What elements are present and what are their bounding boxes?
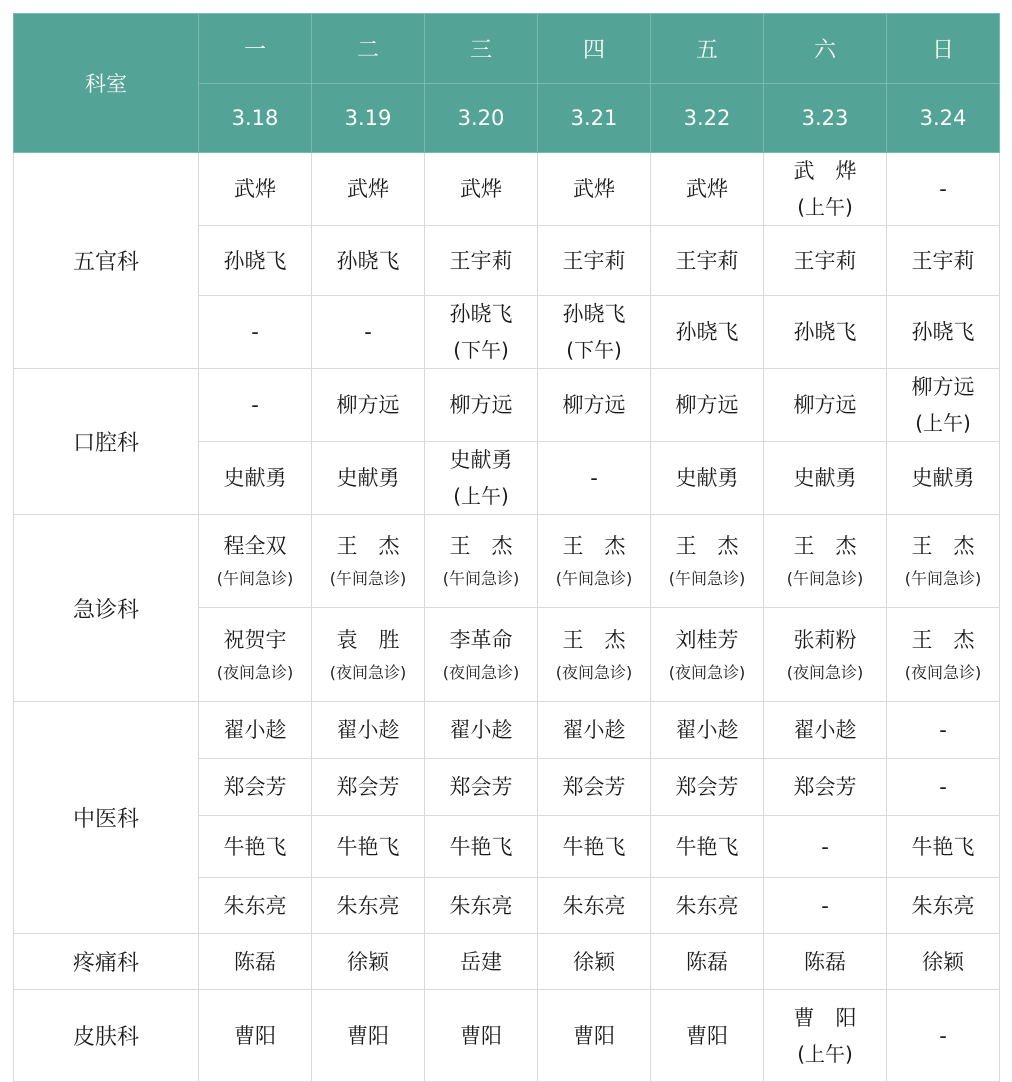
shift-cell — [651, 226, 764, 296]
shift-type-note: (午间急诊) — [216, 569, 294, 588]
shift-cell — [764, 990, 887, 1082]
date-header: 3.24 — [887, 84, 1000, 153]
shift-cell — [764, 759, 887, 816]
doctor-name: 郑会芳 — [675, 775, 739, 799]
doctor-name: 史献勇 — [223, 466, 287, 490]
doctor-name: 孙晓飞 — [336, 248, 400, 273]
shift-type-note: (午间急诊) — [442, 569, 520, 588]
shift-cell — [887, 608, 1000, 702]
shift-cell — [425, 816, 538, 878]
shift-cell — [651, 759, 764, 816]
doctor-name: 武 烨 — [793, 159, 857, 183]
doctor-name: 程全双 — [223, 534, 287, 558]
doctor-name: 孙晓飞 — [449, 302, 513, 326]
shift-cell — [425, 226, 538, 296]
doctor-name: - — [251, 393, 259, 417]
doctor-name: 陈磊 — [234, 949, 276, 974]
shift-cell — [199, 759, 312, 816]
shift-cell — [887, 702, 1000, 759]
shift-cell — [425, 934, 538, 990]
doctor-name: 武烨 — [234, 177, 276, 201]
doctor-name: 武烨 — [573, 177, 615, 201]
date-header: 3.21 — [538, 84, 651, 153]
department-name: 急诊科 — [14, 515, 199, 702]
shift-cell — [651, 816, 764, 878]
roster-row — [14, 934, 1000, 990]
doctor-name: 柳方远 — [449, 393, 513, 417]
doctor-name: 陈磊 — [686, 949, 728, 974]
doctor-name: 翟小趁 — [223, 718, 287, 742]
department-name: 皮肤科 — [14, 990, 199, 1082]
shift-cell — [425, 153, 538, 226]
shift-period: (上午) — [797, 1041, 853, 1066]
shift-cell — [764, 226, 887, 296]
shift-type-note: (午间急诊) — [668, 569, 746, 588]
doctor-name: 曹阳 — [573, 1023, 615, 1048]
shift-period: (上午) — [915, 411, 971, 435]
doctor-name: 孙晓飞 — [911, 320, 975, 344]
shift-cell — [312, 296, 425, 369]
doctor-name: 翟小趁 — [336, 718, 400, 742]
shift-cell — [538, 878, 651, 934]
doctor-name: - — [821, 893, 829, 918]
shift-cell — [538, 296, 651, 369]
doctor-name: 曹阳 — [234, 1023, 276, 1048]
doctor-name: 王 杰 — [911, 627, 975, 652]
shift-type-note: (午间急诊) — [329, 569, 407, 588]
shift-cell — [651, 442, 764, 515]
doctor-name: 张莉粉 — [793, 627, 857, 652]
doctor-name: 柳方远 — [336, 393, 400, 417]
doctor-name: - — [939, 775, 947, 799]
date-header: 3.18 — [199, 84, 312, 153]
doctor-name: 王 杰 — [336, 534, 400, 558]
doctor-name: 王 杰 — [562, 627, 626, 652]
doctor-name: 祝贺宇 — [223, 627, 287, 652]
shift-cell — [651, 369, 764, 442]
shift-cell — [764, 296, 887, 369]
shift-cell — [425, 442, 538, 515]
doctor-name: 徐颖 — [347, 949, 389, 974]
weekday-header: 五 — [651, 14, 764, 84]
shift-type-note: (夜间急诊) — [329, 662, 407, 682]
doctor-name: 曹阳 — [347, 1023, 389, 1048]
shift-period: (下午) — [453, 338, 509, 362]
doctor-name: 郑会芳 — [449, 775, 513, 799]
shift-cell — [425, 369, 538, 442]
shift-cell — [425, 759, 538, 816]
shift-cell — [764, 608, 887, 702]
doctor-name: 王 杰 — [675, 534, 739, 558]
shift-cell — [312, 816, 425, 878]
shift-cell — [312, 369, 425, 442]
shift-period: (上午) — [453, 484, 509, 508]
shift-cell — [199, 442, 312, 515]
shift-cell — [764, 816, 887, 878]
doctor-name: 王宇莉 — [793, 248, 857, 273]
doctor-name: 王宇莉 — [562, 248, 626, 273]
shift-cell — [764, 442, 887, 515]
shift-type-note: (夜间急诊) — [904, 662, 982, 682]
shift-period: (上午) — [797, 195, 853, 219]
shift-cell — [199, 990, 312, 1082]
doctor-name: 孙晓飞 — [562, 302, 626, 326]
department-column-header: 科室 — [14, 14, 199, 153]
roster-row — [14, 515, 1000, 608]
shift-cell — [764, 153, 887, 226]
shift-cell — [312, 515, 425, 608]
shift-cell — [764, 369, 887, 442]
roster-header — [14, 14, 1000, 153]
doctor-name: 曹 阳 — [793, 1005, 857, 1030]
doctor-name: 武烨 — [460, 177, 502, 201]
shift-cell — [425, 608, 538, 702]
shift-type-note: (夜间急诊) — [668, 662, 746, 682]
doctor-name: 王 杰 — [793, 534, 857, 558]
doctor-name: 牛艳飞 — [336, 834, 400, 859]
shift-cell — [538, 442, 651, 515]
shift-type-note: (午间急诊) — [555, 569, 633, 588]
weekday-header: 四 — [538, 14, 651, 84]
roster-body — [14, 153, 1000, 1082]
shift-cell — [425, 702, 538, 759]
date-header: 3.23 — [764, 84, 887, 153]
doctor-name: 王宇莉 — [449, 248, 513, 273]
shift-cell — [199, 816, 312, 878]
date-header: 3.20 — [425, 84, 538, 153]
doctor-name: - — [939, 1023, 947, 1048]
shift-cell — [312, 934, 425, 990]
shift-cell — [312, 878, 425, 934]
weekday-header: 日 — [887, 14, 1000, 84]
shift-cell — [312, 608, 425, 702]
department-name: 口腔科 — [14, 369, 199, 515]
roster-row — [14, 990, 1000, 1082]
shift-cell — [887, 369, 1000, 442]
doctor-name: 曹阳 — [460, 1023, 502, 1048]
doctor-name: - — [939, 718, 947, 742]
department-name: 疼痛科 — [14, 934, 199, 990]
doctor-name: 牛艳飞 — [449, 834, 513, 859]
department-name: 中医科 — [14, 702, 199, 934]
shift-cell — [199, 608, 312, 702]
doctor-name: - — [251, 320, 259, 344]
shift-cell — [312, 990, 425, 1082]
shift-cell — [538, 702, 651, 759]
doctor-name: 翟小趁 — [793, 718, 857, 742]
doctor-name: 郑会芳 — [793, 775, 857, 799]
shift-cell — [312, 702, 425, 759]
shift-cell — [651, 515, 764, 608]
weekday-row — [14, 14, 1000, 84]
shift-cell — [651, 878, 764, 934]
shift-cell — [538, 153, 651, 226]
doctor-name: - — [590, 466, 598, 490]
doctor-name: 袁 胜 — [336, 627, 400, 652]
shift-cell — [312, 226, 425, 296]
doctor-name: 朱东亮 — [336, 893, 400, 918]
shift-cell — [538, 816, 651, 878]
shift-cell — [887, 816, 1000, 878]
doctor-name: 牛艳飞 — [911, 834, 975, 859]
department-name: 五官科 — [14, 153, 199, 369]
shift-cell — [887, 226, 1000, 296]
shift-cell — [312, 442, 425, 515]
doctor-name: 刘桂芳 — [675, 627, 739, 652]
roster-row — [14, 702, 1000, 759]
doctor-name: 孙晓飞 — [793, 320, 857, 344]
shift-cell — [312, 759, 425, 816]
doctor-name: 郑会芳 — [562, 775, 626, 799]
shift-cell — [887, 759, 1000, 816]
shift-cell — [651, 296, 764, 369]
shift-cell — [764, 702, 887, 759]
shift-cell — [887, 153, 1000, 226]
duty-roster-table — [13, 13, 1000, 1082]
doctor-name: 朱东亮 — [911, 893, 975, 918]
doctor-name: 朱东亮 — [449, 893, 513, 918]
doctor-name: 柳方远 — [562, 393, 626, 417]
shift-cell — [538, 608, 651, 702]
doctor-name: 孙晓飞 — [223, 248, 287, 273]
doctor-name: 翟小趁 — [449, 718, 513, 742]
doctor-name: 武烨 — [686, 177, 728, 201]
doctor-name: 徐颖 — [573, 949, 615, 974]
shift-cell — [538, 226, 651, 296]
doctor-name: 朱东亮 — [562, 893, 626, 918]
shift-cell — [887, 990, 1000, 1082]
doctor-name: 牛艳飞 — [675, 834, 739, 859]
shift-cell — [538, 934, 651, 990]
doctor-name: 武烨 — [347, 177, 389, 201]
shift-cell — [651, 153, 764, 226]
shift-cell — [199, 226, 312, 296]
weekday-header: 三 — [425, 14, 538, 84]
doctor-name: 李革命 — [449, 627, 513, 652]
shift-cell — [199, 369, 312, 442]
date-header: 3.19 — [312, 84, 425, 153]
shift-type-note: (夜间急诊) — [442, 662, 520, 682]
doctor-name: 史献勇 — [449, 448, 513, 472]
shift-cell — [887, 442, 1000, 515]
weekday-header: 一 — [199, 14, 312, 84]
shift-cell — [538, 515, 651, 608]
shift-cell — [651, 702, 764, 759]
doctor-name: 史献勇 — [911, 466, 975, 490]
roster-row — [14, 153, 1000, 226]
shift-cell — [651, 934, 764, 990]
doctor-name: 徐颖 — [922, 949, 964, 974]
doctor-name: 王 杰 — [562, 534, 626, 558]
doctor-name: 陈磊 — [804, 949, 846, 974]
weekday-header: 二 — [312, 14, 425, 84]
shift-cell — [199, 296, 312, 369]
shift-cell — [538, 369, 651, 442]
date-header: 3.22 — [651, 84, 764, 153]
doctor-name: 王 杰 — [911, 534, 975, 558]
shift-cell — [764, 515, 887, 608]
shift-type-note: (夜间急诊) — [216, 662, 294, 682]
doctor-name: 朱东亮 — [675, 893, 739, 918]
doctor-name: - — [939, 177, 947, 201]
shift-cell — [651, 608, 764, 702]
shift-cell — [425, 515, 538, 608]
shift-cell — [764, 878, 887, 934]
shift-cell — [764, 934, 887, 990]
shift-cell — [199, 153, 312, 226]
doctor-name: 牛艳飞 — [223, 834, 287, 859]
shift-cell — [425, 878, 538, 934]
doctor-name: 柳方远 — [911, 375, 975, 399]
doctor-name: 翟小趁 — [675, 718, 739, 742]
doctor-name: 王宇莉 — [911, 248, 975, 273]
shift-cell — [199, 515, 312, 608]
doctor-name: - — [821, 834, 829, 859]
shift-cell — [425, 990, 538, 1082]
doctor-name: 郑会芳 — [223, 775, 287, 799]
shift-type-note: (夜间急诊) — [555, 662, 633, 682]
shift-cell — [887, 515, 1000, 608]
roster-row — [14, 369, 1000, 442]
shift-cell — [199, 702, 312, 759]
doctor-name: 孙晓飞 — [675, 320, 739, 344]
doctor-name: 史献勇 — [675, 466, 739, 490]
weekday-header: 六 — [764, 14, 887, 84]
doctor-name: 柳方远 — [793, 393, 857, 417]
shift-cell — [199, 934, 312, 990]
shift-cell — [887, 296, 1000, 369]
shift-cell — [312, 153, 425, 226]
shift-type-note: (午间急诊) — [904, 569, 982, 588]
doctor-name: 牛艳飞 — [562, 834, 626, 859]
doctor-name: 郑会芳 — [336, 775, 400, 799]
doctor-name: 岳建 — [460, 949, 502, 974]
doctor-name: 史献勇 — [793, 466, 857, 490]
shift-cell — [199, 878, 312, 934]
shift-cell — [887, 878, 1000, 934]
shift-cell — [887, 934, 1000, 990]
doctor-name: 朱东亮 — [223, 893, 287, 918]
doctor-name: 王宇莉 — [675, 248, 739, 273]
doctor-name: 曹阳 — [686, 1023, 728, 1048]
doctor-name: 翟小趁 — [562, 718, 626, 742]
shift-cell — [538, 990, 651, 1082]
shift-cell — [651, 990, 764, 1082]
shift-type-note: (午间急诊) — [786, 569, 864, 588]
doctor-name: 史献勇 — [336, 466, 400, 490]
shift-cell — [425, 296, 538, 369]
doctor-name: 王 杰 — [449, 534, 513, 558]
shift-cell — [538, 759, 651, 816]
doctor-name: 柳方远 — [675, 393, 739, 417]
shift-period: (下午) — [566, 338, 622, 362]
doctor-name: - — [364, 320, 372, 344]
shift-type-note: (夜间急诊) — [786, 662, 864, 682]
